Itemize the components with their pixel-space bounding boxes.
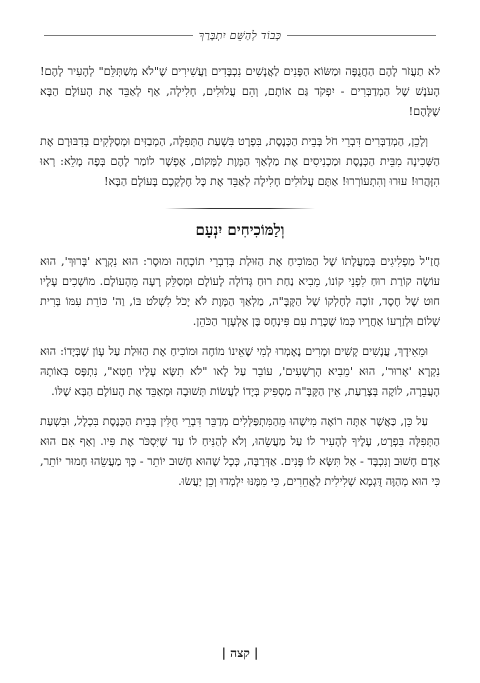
section-title: וְלַמּוֹכִיחִים יִנְעָם xyxy=(195,221,285,239)
paragraph: וְלָכֵן, הַמְדַבְּרִים דִּבְרֵי חֹל בְּבֵית הַכְּנֶסֶת, בִּפְרָט בִּשְׁעַת הַתְּפִלָּה, הַמְבַזִּים וּמְסַלְּקִים בְּדִבּוּרָם אֶת הַשְּׁכִינָה מִבֵּית הַכְּנֶסֶת וּמַכְנִיסִים אֶת מַלְאַךְ הַמָּוֶת לַמָּקוֹם, אֶפְשָׁר לוֹמַר לָהֶם בְּפֶה מָלֵא: רְאוּ הִזָּהֲרוּ! עוּרוּ וְהִתְעוֹרְרוּ! אַתֶּם עֲלוּלִים חָלִילָה לְאַבֵּד אֶת כָּל חֶלְקְכֶם בָּעוֹלָם הַבָּא! xyxy=(40,135,440,188)
paragraph: לא תַעֲזֹר לָהֶם הַחֲנֻפָּה וּמַשּׂוֹא הַפָּנִים לַאֲנָשִׁים נִכְבָּדִים וַעֲשִׁירִים שֶׁ"לֹא מְשַׁתְּלֵּם" לְהָעִיר לָהֶם! הָעֹנֶשׁ שֶׁל הַמְדַבְּרִים - יִפְקֹד גַּם אוֹתָם, וְהֵם עֲלוּלִים, חָלִילָה, אַף לְאַבֵּד אֶת הָעוֹלָם הַבָּא שֶׁלָּהֶם! xyxy=(40,65,440,118)
page-number: | קצה | xyxy=(221,646,259,660)
section-divider xyxy=(165,208,315,209)
header-title: כְּבוֹד לְהַשֵּׁם יִתְבָּרַךְ xyxy=(198,28,282,42)
paragraph: עַל כֵּן, כַּאֲשֶׁר אַתָּה רוֹאֶה מִישֶׁהוּ מֵהַמִּתְפַּלְּלִים מְדַבֵּר דִּבְרֵי חֻלִּין בְּבֵית הַכְּנֶסֶת בִּכְלָל, וּבִשְׁעַת הַתְּפִלָּה בִּפְרָט, עָלֶיךָ לְהָעִיר לוֹ עַל מַעֲשֵׂהוּ, וְלֹא לְהַנִּיחַ לוֹ עַד שֶׁיִּסְכֹּר אֶת פִּיו. וְאַף אִם הוּא אָדָם חָשׁוּב וְנִכְבָּד - אַל תִּשָּׂא לוֹ פָּנִים. אַדְּרַבָּה, כְּכָל שֶׁהוּא חָשׁוּב יוֹתֵר - כָּךְ מַעֲשֵׂהוּ חָמוּר יוֹתֵר, כִּי הוּא מְהַוֶּה דֻּגְמָא שְׁלִילִית לַאֲחֵרִים, כִּי מִמֶּנּוּ יִלְמְדוּ וְכֵן יַעֲשׂוּ. xyxy=(40,415,440,488)
header-rule-right xyxy=(287,35,436,36)
paragraph: וּמֵאִידָךְ, עֲנָשִׁים קָשִׁים וּמָרִים נֶאֶמְרוּ לְמִי שֶׁאֵינוֹ מוֹחֶה וּמוֹכִיחַ אֶת הַזּוּלַת עַל עָוֹן שֶׁבְּיָדוֹ: הוּא נִקְרָא 'אָרוּר', הוּא 'מֵבִיא הָרְשָׁעִים', עוֹבֵר עַל לָאו "לֹא תִשָּׂא עָלָיו חֵטְא", נִתְפָּס בְּאוֹתָהּ הָעֲבֵרָה, לוֹקֶה בְּצָרַעַת, אֵין הַקָּבָּ"ה מַסְפִּיק בְּיָדוֹ לַעֲשׂוֹת תְּשׁוּבָה וּמְאַבֵּד אֶת הָעוֹלָם הַבָּא שֶׁלּוֹ. xyxy=(40,345,440,398)
header-rule-left xyxy=(44,35,193,36)
main-text xyxy=(40,62,440,502)
running-header xyxy=(38,26,442,44)
paragraph: חֲזַ"ל מַפְלִיגִים בְּמַעֲלָתוֹ שֶׁל הַמּוֹכִיחַ אֶת הַזּוּלַת בְּדִבְרֵי תוֹכָחָה וּמוּסָר: הוּא נִקְרָא 'בָּרוּךְ', הוּא עוֹשֶׂה קוֹרַת רוּחַ לִפְנֵי קוֹנוֹ, מֵבִיא נַחַת רוּחַ גְּדוֹלָה לָעוֹלָם וּמְסַלֵּק רָעָה מֵהָעוֹלָם. מוֹשְׁכִים עָלָיו חוּט שֶׁל חֶסֶד, זוֹכֶה לְחֶלְקוֹ שֶׁל הַקָּבָּ"ה, מַלְאַךְ הַמָּוֶת לֹא יָכֹל לִשְׁלֹט בּוֹ, וַה' כּוֹרֵת עִמּוֹ בְּרִית שָׁלוֹם וּלְזַרְעוֹ אַחֲרָיו כְּמוֹ שֶׁכָּרַת עִם פִּינְחָס בֶּן אֶלְעָזָר הַכֹּהֵן. xyxy=(40,255,440,328)
